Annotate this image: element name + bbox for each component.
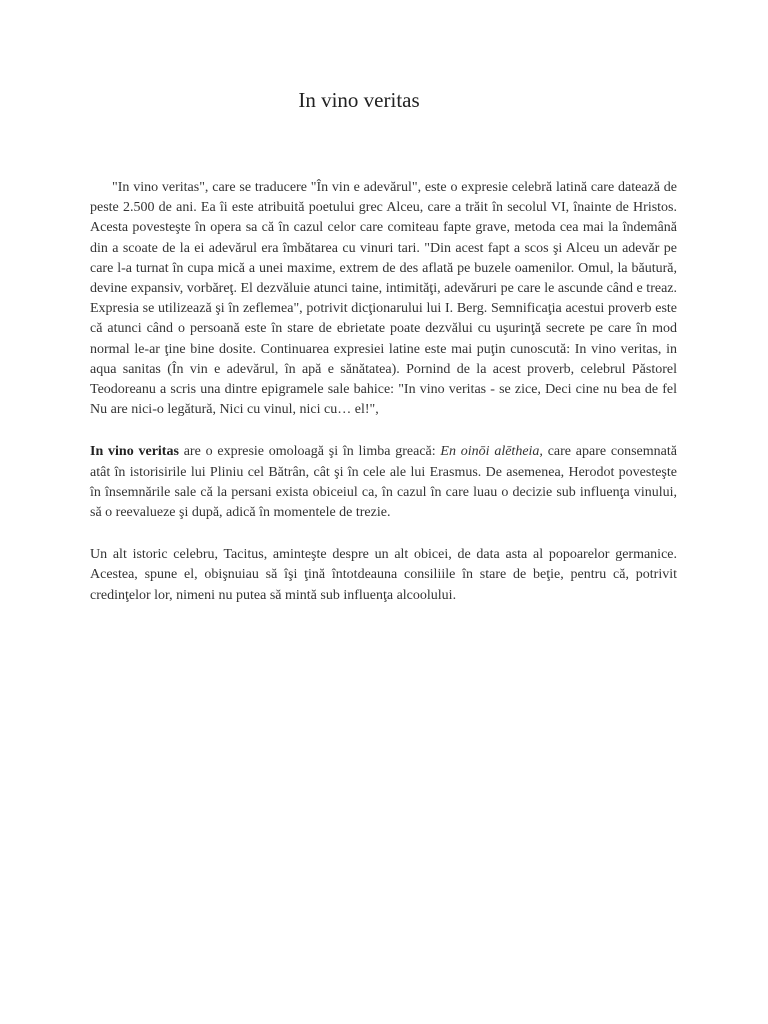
document-body xyxy=(90,178,677,606)
paragraph-2 xyxy=(90,442,677,523)
paragraph-2-text-before-italic: are o expresie omoloagă şi în limba greacă: xyxy=(178,444,441,460)
paragraph-2-text-after-italic: care apare consemnată atât în istorisirile lui Pliniu cel Bătrân, cât şi în cele ale lui Erasmus. De asemenea, Herodot povesteşte în însemnările sale că la persani exista obiceiul ca, în cazul în care luau o decizie sub influenţa vinului, să o reevalueze şi după, adică în momentele de trezie. xyxy=(90,444,677,521)
document-title: In vino veritas xyxy=(298,88,420,112)
paragraph-2-lead-bold: In vino veritas xyxy=(90,444,179,460)
paragraph-1: "In vino veritas", care se traducere "În vin e adevărul", este o expresie celebră latină care datează de peste 2.500 de ani. Ea îi este atribuită poetului grec Alceu, care a trăit în secolul VI, înainte de Hristos. Acesta povesteşte în opera sa că în cazul celor care comiteau fapte grave, metoda cea mai la îndemână din a scoate de la ei adevărul era îmbătarea cu vinuri tari. "Din acest fapt a scos şi Alceu un adevăr pe care l-a turnat în cupa mică a unei maxime, extrem de des aflată pe buzele oamenilor. Omul, la băutură, devine expansiv, vorbăreţ. El dezvăluie atunci taine, intimităţi, adevăruri pe care le ascunde când e treaz. Expresia se utilizează şi în zeflemea", potrivit dicţionarului lui I. Berg. Semnificaţia acestui proverb este că atunci când o persoană este în stare de ebrietate poate dezvălui cu uşurinţă secrete pe care în mod normal le-ar ţine bine dosite. Continuarea expresiei latine este mai puţin cunoscută: In vino veritas, in aqua sanitas (În vin e adevărul, în apă e sănătatea). Pornind de la acest proverb, celebrul Păstorel Teodoreanu a scris una dintre epigramele sale bahice: "In vino veritas - se zice, Deci cine nu bea de fel Nu are nici-o legătură, Nici cu vinul, nici cu… el!", xyxy=(90,180,677,418)
paragraph-2-greek-phrase: En oinōi alētheia, xyxy=(440,444,543,460)
paragraph-3: Un alt istoric celebru, Tacitus, aminteşte despre un alt obicei, de data asta al popoarelor germanice. Acestea, spune el, obişnuiau să îşi ţină întotdeauna consiliile în stare de beţie, pentru că, potrivit credinţelor lor, nimeni nu putea să mintă sub influenţa alcoolului. xyxy=(90,547,677,603)
